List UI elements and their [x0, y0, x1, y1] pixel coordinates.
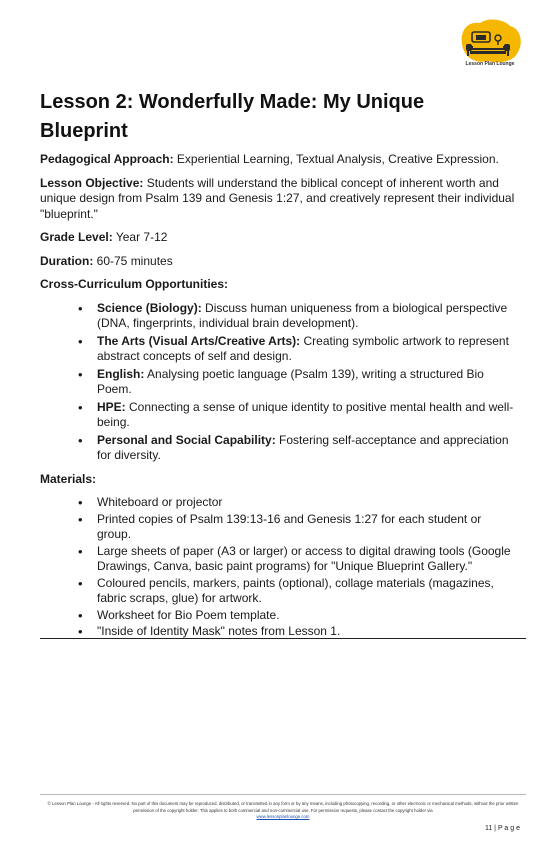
list-item: • HPE: Connecting a sense of unique identity to positive mental health and well-being.: [97, 400, 515, 431]
list-item: • Worksheet for Bio Poem template.: [97, 608, 515, 624]
copyright-notice: © Lesson Plan Lounge - All rights reserved. No part of this document may be reproduced, distributed, or transmitted in any form or by any means, including photocopying, recording, or other electronic or mechanical methods, without the prior written permission of the copyright holder. This applies to both commercial and non-commercial use. For permission requests, please contact the copyright holder via www.lessonplanlounge.com: [47, 801, 519, 819]
list-item: • English: Analysing poetic language (Psalm 139), writing a structured Bio Poem.: [97, 367, 515, 398]
pedagogical-approach: Pedagogical Approach: Experiential Learning, Textual Analysis, Creative Expression.: [40, 152, 499, 166]
website-link[interactable]: www.lessonplanlounge.com: [256, 814, 310, 819]
materials-heading: Materials:: [40, 471, 97, 486]
list-item: • Coloured pencils, markers, paints (optional), collage materials (magazines, fabric scraps, glue) for artwork.: [97, 576, 515, 607]
list-item: • Personal and Social Capability: Fostering self-acceptance and appreciation for diversity.: [97, 433, 515, 464]
logo-wordmark: Lesson Plan Lounge: [465, 61, 515, 67]
lesson-content: [40, 152, 515, 648]
list-item: • The Arts (Visual Arts/Creative Arts): Creating symbolic artwork to represent abstract concepts of self and design.: [97, 334, 515, 365]
duration: Duration: 60-75 minutes: [40, 253, 173, 268]
materials-list: [40, 495, 515, 640]
list-item: • Printed copies of Psalm 139:13-16 and Genesis 1:27 for each student or group.: [97, 512, 515, 543]
footer-divider: [40, 794, 526, 795]
cross-curriculum-heading: Cross-Curriculum Opportunities:: [40, 277, 229, 291]
lesson-objective: Lesson Objective: Students will understand the biblical concept of inherent worth and unique design from Psalm 139 and Genesis 1:27, and creatively represent their individual "blueprint.": [40, 175, 515, 221]
list-item: • Large sheets of paper (A3 or larger) or access to digital drawing tools (Google Drawings, Canva, basic paint programs) for "Unique Blueprint Gallery.": [97, 544, 515, 575]
section-divider: [40, 638, 526, 639]
list-item: • Whiteboard or projector: [97, 495, 515, 511]
list-item: • "Inside of Identity Mask" notes from Lesson 1.: [97, 624, 515, 640]
page-number: 11 | P a g e: [484, 825, 520, 832]
lesson-title: Lesson 2: Wonderfully Made: My Unique Blueprint: [40, 91, 425, 142]
grade-level: Grade Level: Year 7-12: [40, 230, 168, 244]
list-item: • Science (Biology): Discuss human uniqueness from a biological perspective (DNA, fingerprints, individual brain development).: [97, 301, 515, 332]
cross-curriculum-list: [40, 301, 515, 464]
